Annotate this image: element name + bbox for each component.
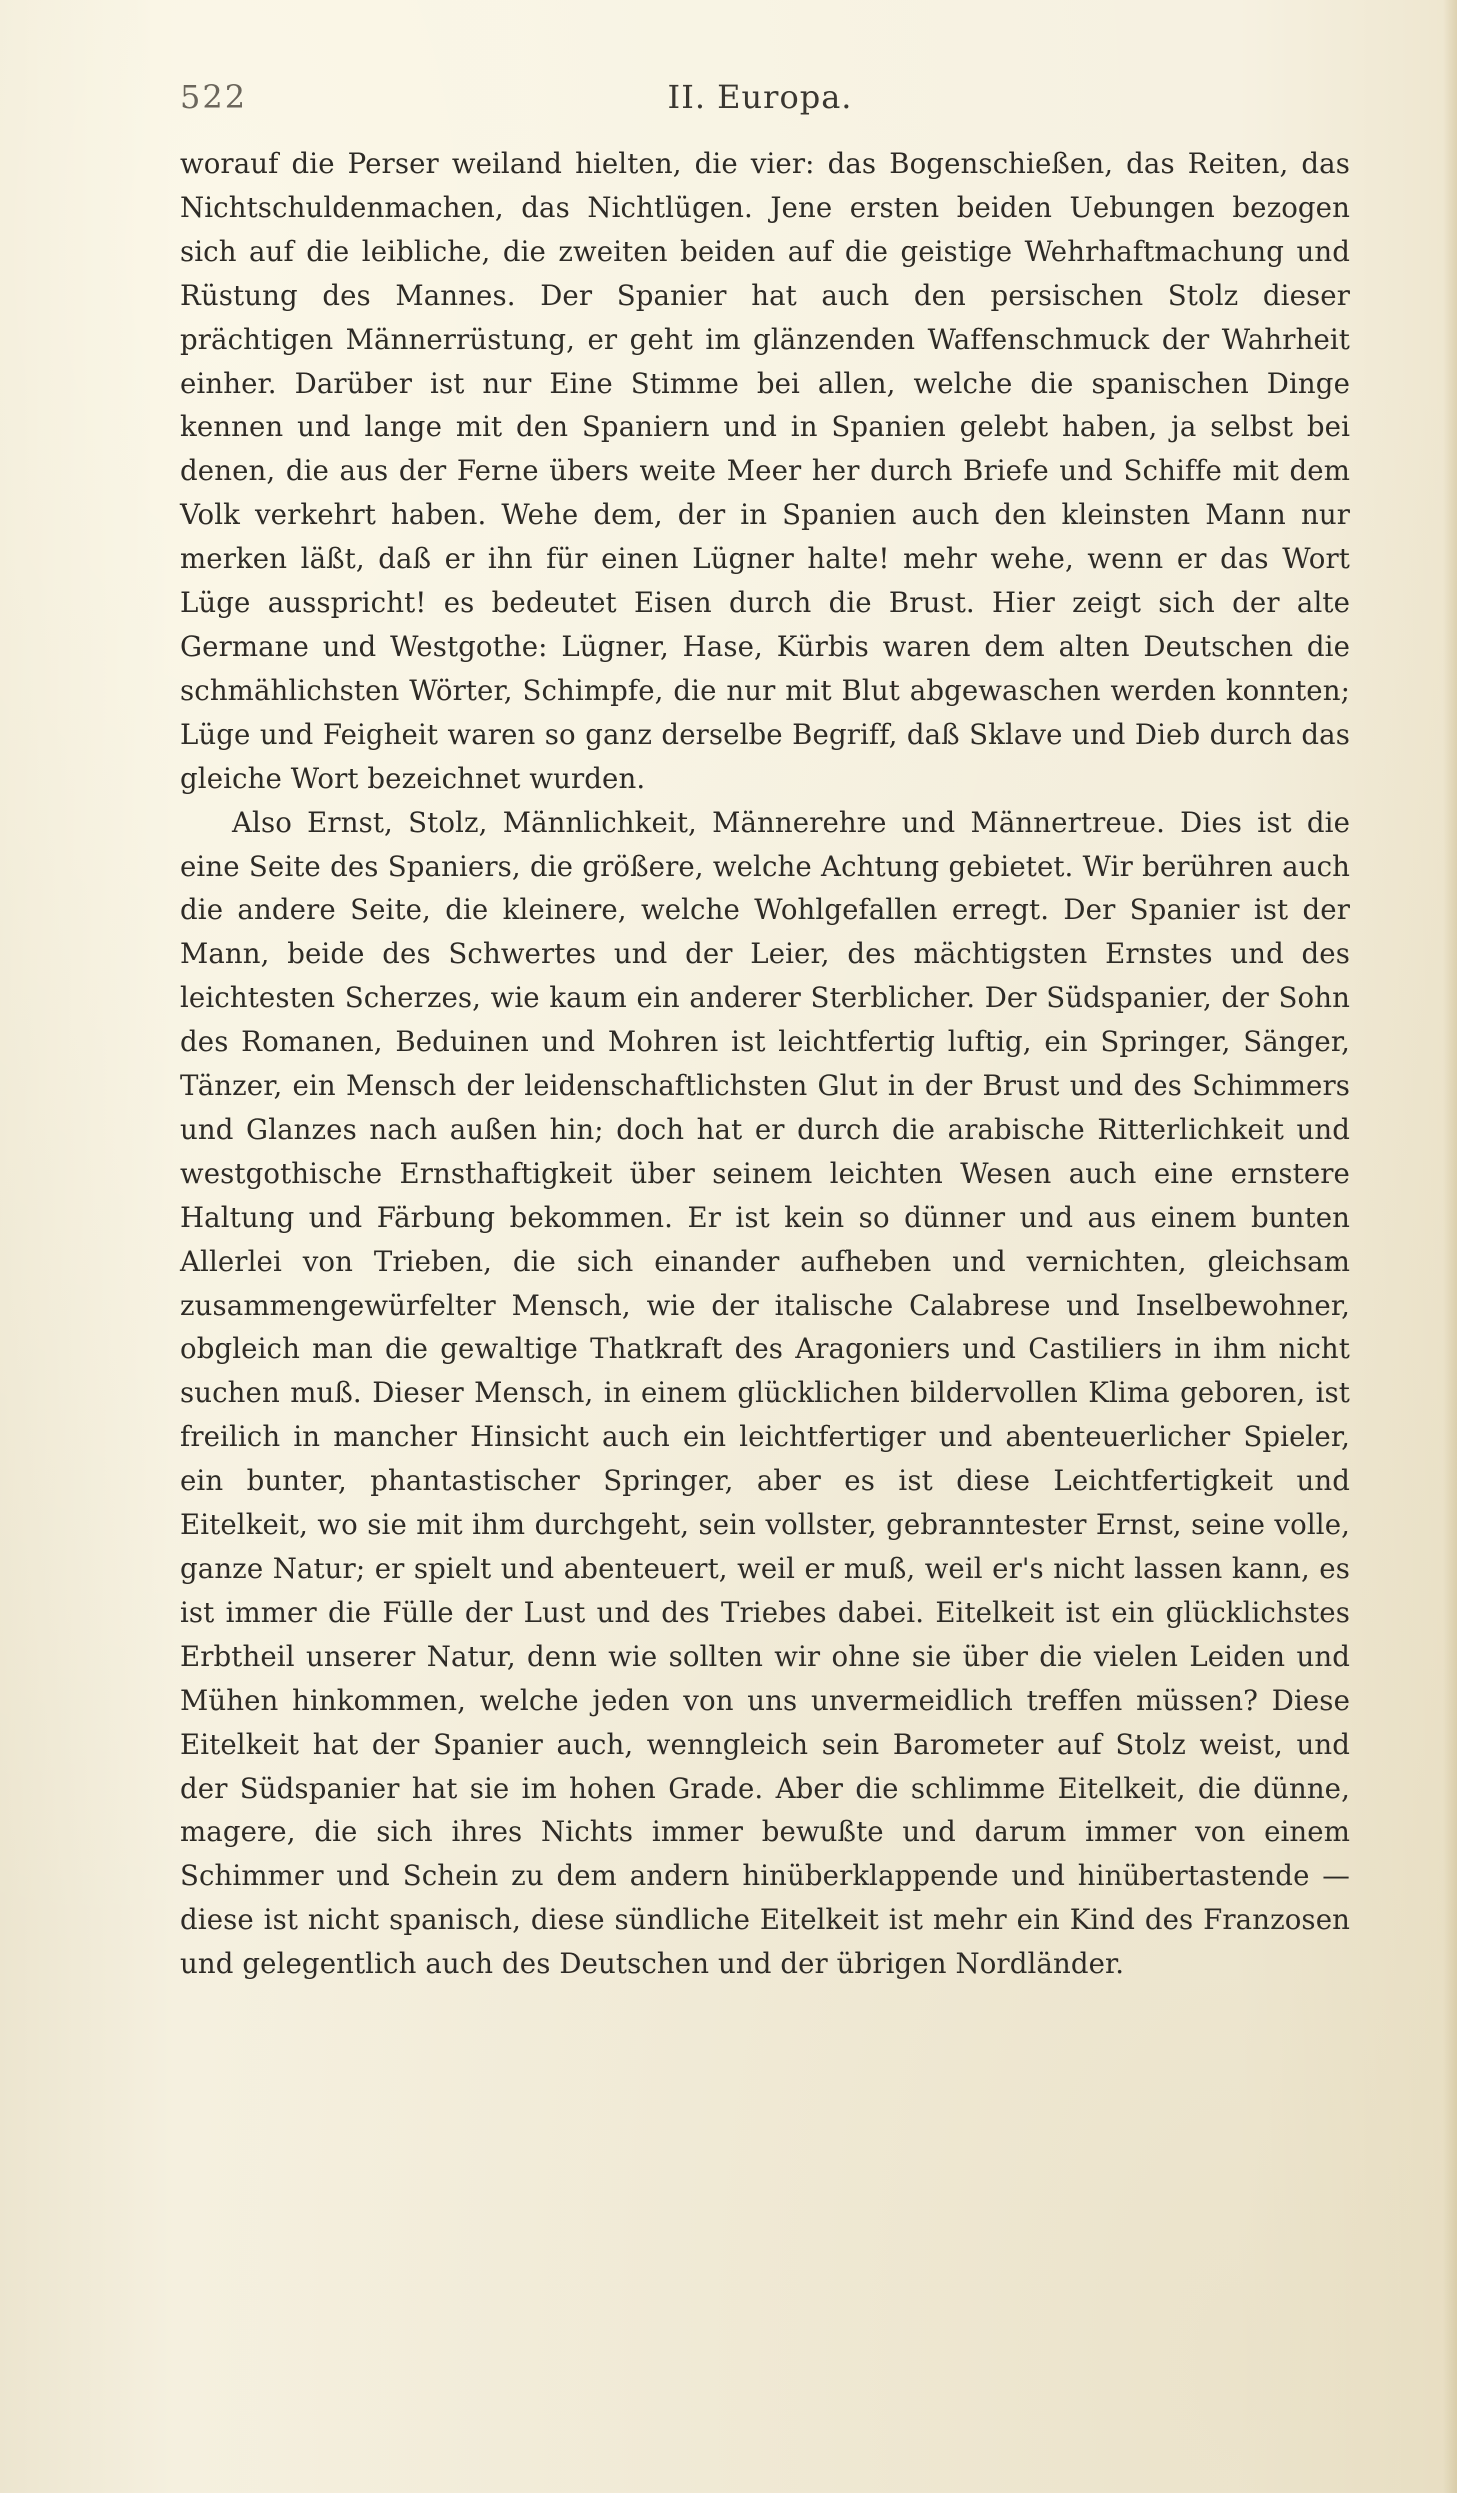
running-head: II. Europa. [667, 78, 853, 116]
body-text [180, 142, 1350, 1986]
page-header [180, 78, 1340, 138]
page-edge-shading [1443, 0, 1457, 2493]
page-number: 522 [180, 78, 248, 116]
paragraph: Also Ernst, Stolz, Männlichkeit, Männerehre und Männertreue. Dies ist die eine Seite des Spaniers, die größere, welche Achtung gebietet. Wir berühren auch die andere Seite, die kleinere, welche Wohlgefallen erregt. Der Spanier ist der Mann, beide des Schwertes und der Leier, des mächtigsten Ernstes und des leichtesten Scherzes, wie kaum ein anderer Sterblicher. Der Südspanier, der Sohn des Romanen, Beduinen und Mohren ist leichtfertig luftig, ein Springer, Sänger, Tänzer, ein Mensch der leidenschaftlichsten Glut in der Brust und des Schimmers und Glanzes nach außen hin; doch hat er durch die arabische Ritterlichkeit und westgothische Ernsthaftigkeit über seinem leichten Wesen auch eine ernstere Haltung und Färbung bekommen. Er ist kein so dünner und aus einem bunten Allerlei von Trieben, die sich einander aufheben und vernichten, gleichsam zusammengewürfelter Mensch, wie der italische Calabrese und Inselbewohner, obgleich man die gewaltige Thatkraft des Aragoniers und Castiliers in ihm nicht suchen muß. Dieser Mensch, in einem glücklichen bildervollen Klima geboren, ist freilich in mancher Hinsicht auch ein leichtfertiger und abenteuerlicher Spieler, ein bunter, phantastischer Springer, aber es ist diese Leichtfertigkeit und Eitelkeit, wo sie mit ihm durchgeht, sein vollster, gebranntester Ernst, seine volle, ganze Natur; er spielt und abenteuert, weil er muß, weil er's nicht lassen kann, es ist immer die Fülle der Lust und des Triebes dabei. Eitelkeit ist ein glücklichstes Erbtheil unserer Natur, denn wie sollten wir ohne sie über die vielen Leiden und Mühen hinkommen, welche jeden von uns unvermeidlich treffen müssen? Diese Eitelkeit hat der Spanier auch, wenngleich sein Barometer auf Stolz weist, und der Südspanier hat sie im hohen Grade. Aber die schlimme Eitelkeit, die dünne, magere, die sich ihres Nichts immer bewußte und darum immer von einem Schimmer und Schein zu dem andern hinüberklappende und hinübertastende — diese ist nicht spanisch, diese sündliche Eitelkeit ist mehr ein Kind des Franzosen und gelegentlich auch des Deutschen und der übrigen Nordländer. [180, 805, 1350, 1981]
paragraph: worauf die Perser weiland hielten, die vier: das Bogenschießen, das Reiten, das Nichtschuldenmachen, das Nichtlügen. Jene ersten beiden Uebungen bezogen sich auf die leibliche, die zweiten beiden auf die geistige Wehrhaftmachung und Rüstung des Mannes. Der Spanier hat auch den persischen Stolz dieser prächtigen Männerrüstung, er geht im glänzenden Waffenschmuck der Wahrheit einher. Darüber ist nur Eine Stimme bei allen, welche die spanischen Dinge kennen und lange mit den Spaniern und in Spanien gelebt haben, ja selbst bei denen, die aus der Ferne übers weite Meer her durch Briefe und Schiffe mit dem Volk verkehrt haben. Wehe dem, der in Spanien auch den kleinsten Mann nur merken läßt, daß er ihn für einen Lügner halte! mehr wehe, wenn er das Wort Lüge ausspricht! es bedeutet Eisen durch die Brust. Hier zeigt sich der alte Germane und Westgothe: Lügner, Hase, Kürbis waren dem alten Deutschen die schmählichsten Wörter, Schimpfe, die nur mit Blut abgewaschen werden konnten; Lüge und Feigheit waren so ganz derselbe Begriff, daß Sklave und Dieb durch das gleiche Wort bezeichnet wurden. [180, 147, 1350, 795]
